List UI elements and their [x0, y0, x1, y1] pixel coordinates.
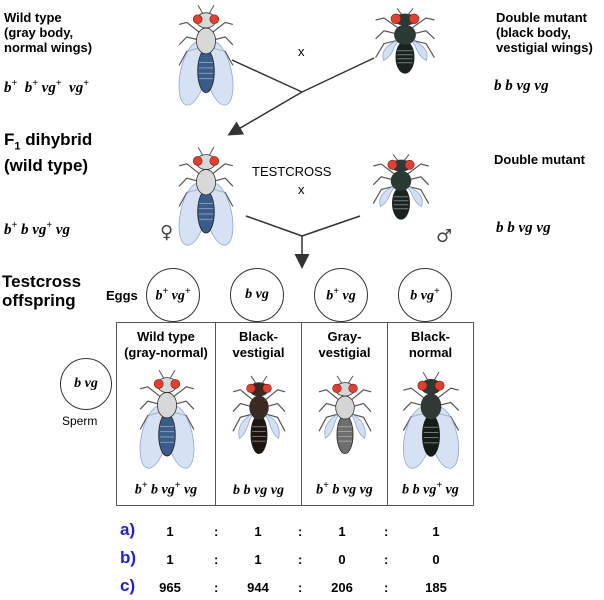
- fly-eye: [349, 384, 358, 393]
- f1-genotype: b+ b vg+ vg: [4, 220, 70, 238]
- female-symbol: ♀: [160, 222, 174, 243]
- fly-thorax: [336, 396, 355, 419]
- ratio-value: 1: [254, 552, 262, 567]
- fly-antenna: [423, 372, 428, 380]
- ratio-value: 1: [166, 524, 174, 539]
- fly-antenna: [337, 376, 342, 384]
- mutant-cross-line: [302, 58, 374, 92]
- ratio-value: 0: [432, 552, 440, 567]
- fly-antenna: [198, 147, 203, 155]
- offspring-column: Gray- vestigial b+ b vg vg: [301, 323, 387, 505]
- f1-female-fly: [174, 144, 238, 255]
- fly-eye: [193, 15, 202, 24]
- fly-antenna: [393, 154, 398, 160]
- egg-circle: b vg+: [398, 268, 452, 322]
- fly-thorax: [250, 396, 269, 419]
- black-vestigial-offspring-fly: [228, 373, 290, 474]
- fly-antenna: [404, 154, 409, 160]
- ratio-value: 0: [338, 552, 346, 567]
- fly-thorax: [196, 28, 215, 54]
- ratio-value: 965: [159, 580, 181, 595]
- fly-antenna: [251, 376, 256, 384]
- fly-abdomen: [251, 415, 267, 453]
- fly-eye: [435, 381, 444, 390]
- ratio-label: c): [120, 576, 136, 595]
- gray-vestigial-offspring-fly: [314, 373, 376, 474]
- offspring-column: Black- normal b b vg+ vg: [387, 323, 473, 505]
- fly-eye: [391, 14, 401, 24]
- f1-mutant-genotype: b b vg vg: [496, 220, 551, 236]
- fly-abdomen: [159, 414, 176, 456]
- sperm-circle: b vg: [60, 358, 112, 410]
- ratio-value: 1: [338, 524, 346, 539]
- fly-eye: [210, 15, 219, 24]
- male-symbol: ♂: [436, 226, 453, 247]
- wild-cross-line: [232, 60, 302, 92]
- wild-type-offspring-fly: [135, 367, 199, 478]
- testcross-cross-symbol: x: [298, 182, 305, 197]
- fly-eye: [210, 156, 219, 165]
- wild-type-label: Wild type (gray body, normal wings): [4, 10, 93, 55]
- testcross-male-fly: [368, 152, 434, 237]
- fly-antenna: [209, 5, 214, 14]
- ratio-value: 1: [432, 524, 440, 539]
- fly-abdomen: [198, 191, 215, 233]
- ratio-separator: :: [214, 580, 219, 595]
- egg-circle: b+ vg: [314, 268, 368, 322]
- ratio-row: [0, 574, 604, 600]
- black-normal-offspring-fly: [398, 369, 464, 478]
- ratio-rows: [0, 518, 604, 600]
- ratio-separator: :: [298, 580, 303, 595]
- egg-circle: b vg: [230, 268, 284, 322]
- fly-thorax: [421, 394, 441, 419]
- fly-antenna: [397, 8, 402, 14]
- mutant-testcross-line: [302, 216, 360, 236]
- fly-eye: [193, 156, 202, 165]
- parent-cross-symbol: x: [298, 44, 305, 59]
- fly-antenna: [348, 376, 353, 384]
- egg-circle: b+ vg+: [146, 268, 200, 322]
- fly-antenna: [408, 8, 413, 14]
- fly-antenna: [262, 376, 267, 384]
- ratio-value: 185: [425, 580, 447, 595]
- fly-eye: [418, 381, 427, 390]
- fly-abdomen: [392, 187, 409, 219]
- double-mutant-label: Double mutant (black body, vestigial wings): [496, 10, 593, 55]
- fly-eye: [171, 379, 180, 388]
- fly-antenna: [209, 147, 214, 155]
- fly-eye: [333, 384, 342, 393]
- ratio-row: [0, 518, 604, 544]
- fly-eye: [154, 379, 163, 388]
- ratio-separator: :: [384, 552, 389, 567]
- testcross-label: TESTCROSS: [252, 164, 332, 179]
- f1-double-mutant-label: Double mutant: [494, 152, 585, 167]
- fly-thorax: [157, 392, 176, 417]
- ratio-separator: :: [298, 552, 303, 567]
- fly-eye: [405, 160, 414, 169]
- ratio-row: [0, 546, 604, 572]
- ratio-label: a): [120, 520, 136, 539]
- offspring-column: Wild type (gray-normal) b+ b vg+ vg: [124, 329, 208, 498]
- ratio-label: b): [120, 548, 137, 567]
- f1-cross-line: [246, 216, 302, 236]
- fly-antenna: [434, 372, 439, 380]
- ratio-separator: :: [214, 552, 219, 567]
- offspring-column: Black- vestigial b b vg vg: [215, 323, 301, 505]
- sperm-label: Sperm: [62, 414, 98, 428]
- fly-eye: [247, 384, 256, 393]
- double-mutant-fly: [370, 6, 440, 91]
- mutant-genotype: b b vg vg: [494, 78, 549, 94]
- fly-thorax: [196, 169, 215, 194]
- fly-eye: [409, 14, 419, 24]
- ratio-separator: :: [214, 524, 219, 539]
- fly-thorax: [395, 25, 416, 44]
- ratio-separator: :: [298, 524, 303, 539]
- offspring-table: [116, 322, 474, 506]
- fly-eye: [388, 160, 397, 169]
- offspring-title: Testcross offspring: [2, 272, 82, 310]
- ratio-value: 1: [166, 552, 174, 567]
- fly-antenna: [170, 370, 175, 378]
- ratio-separator: :: [384, 580, 389, 595]
- ratio-value: 944: [247, 580, 269, 595]
- fly-antenna: [159, 370, 164, 378]
- fly-antenna: [198, 5, 203, 14]
- fly-thorax: [391, 171, 411, 190]
- fly-abdomen: [198, 50, 215, 93]
- fly-eye: [263, 384, 272, 393]
- ratio-value: 206: [331, 580, 353, 595]
- fly-abdomen: [396, 41, 414, 73]
- f1-arrow: [230, 92, 302, 134]
- fly-abdomen: [337, 415, 353, 453]
- wild-type-genotype: b+ b+ vg+ vg+: [4, 78, 89, 96]
- eggs-label: Eggs: [106, 288, 138, 303]
- ratio-value: 1: [254, 524, 262, 539]
- ratio-separator: :: [384, 524, 389, 539]
- f1-title: $F_1$ dihybrid (wild type): [4, 130, 93, 176]
- wild-type-fly: [174, 2, 238, 115]
- fly-abdomen: [422, 415, 439, 457]
